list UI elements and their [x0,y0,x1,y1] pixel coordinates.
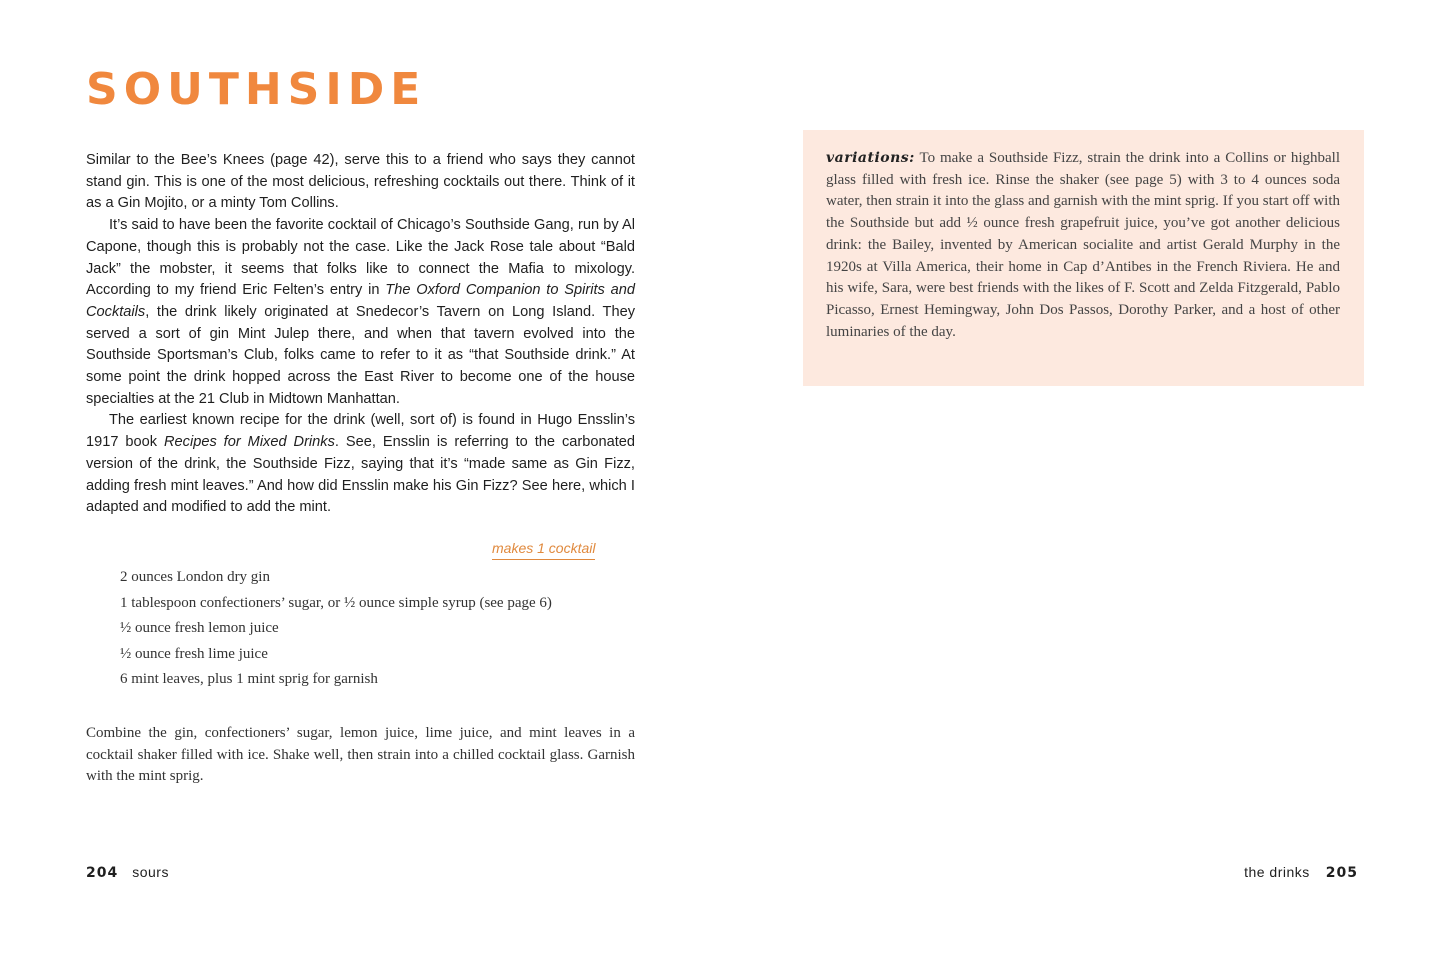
intro-paragraph [86,215,635,410]
yield-label: makes 1 cocktail [492,538,595,560]
intro-paragraph-text: The earliest known recipe for the drink (well, sort of) is found in Hugo Ensslin’s 1917 book [86,412,635,451]
intro-paragraph-text: . See, Ensslin is referring to the carbonated version of the drink, the Southside Fizz, saying that it’s “made same as Gin Fizz, adding fresh mint leaves.” And how did Ensslin make his Gin Fizz? See here, which I adapted and modified to add the mint. [86,434,635,516]
ingredient-item: 1 tablespoon confectioners’ sugar, or ½ ounce simple syrup (see page 6) [120,594,552,611]
intro-text [86,150,635,519]
page-number: 204 [86,865,119,881]
ingredient-item: 6 mint leaves, plus 1 mint sprig for garnish [120,671,378,687]
folio-left [86,862,169,883]
variations-text [826,148,1340,343]
intro-paragraph-text: It’s said to have been the favorite cocktail of Chicago’s Southside Gang, run by Al Capone, though this is probably not the case. Like the Jack Rose tale about “Bald Jack” the mobster, it seems that folks like to connect the Mafia to mixology. According to my friend Eric Felten’s entry in [86,217,635,299]
intro-paragraph [86,410,635,519]
book-title: The Oxford Companion to Spirits and Cocktails [86,282,636,320]
section-name: the drinks [1244,864,1310,880]
ingredient-item: ½ ounce fresh lemon juice [120,620,279,636]
intro-paragraph-text: , the drink likely originated at Snedecor’s Tavern on Long Island. They served a sort of gin Mint Julep there, and when that tavern evolved into the Southside Sportsman’s Club, folks came to refer to it as “that Southside drink.” At some point the drink hopped across the East River to become one of the house specialties at the 21 Club in Midtown Manhattan. [86,303,635,407]
ingredient-item: 2 ounces London dry gin [120,569,270,585]
variations-box [803,130,1364,386]
intro-paragraph [86,150,635,215]
book-title: Recipes for Mixed Drinks [164,434,335,451]
variations-body: To make a Southside Fizz, strain the drink into a Collins or highball glass filled with fresh ice. Rinse the shaker (see page 5) with 3 to 4 ounces soda water, then strain it into the glass and garnish with the mint sprig. If you start off with the Southside but add ½ ounce fresh grapefruit juice, you’ve got another delicious drink: the Bailey, invented by American socialite and artist Gerald Murphy in the 1920s at Villa America, their home in Cap d’Antibes in the French Riviera. He and his wife, Sara, were best friends with the likes of F. Scott and Zelda Fitzgerald, Pablo Picasso, Ernest Hemingway, John Dos Passos, Dorothy Parker, and a host of other luminaries of the day. [826,150,1340,340]
section-name: sours [132,864,169,880]
folio-right [1244,862,1358,883]
intro-paragraph-text: Similar to the Bee’s Knees (page 42), serve this to a friend who says they cannot stand gin. This is one of the most delicious, refreshing cocktails out there. Think of it as a Gin Mojito, or a minty Tom Collins. [86,152,635,212]
ingredient-list [120,565,552,693]
page-number: 205 [1325,865,1358,881]
left-page [86,0,636,954]
method-text: Combine the gin, confectioners’ sugar, lemon juice, lime juice, and mint leaves in a cocktail shaker filled with ice. Shake well, then strain into a chilled cocktail glass. Garnish with the mint sprig. [86,725,635,785]
variations-label: variations: [826,150,915,166]
ingredient-item: ½ ounce fresh lime juice [120,645,268,662]
recipe-title: SOUTHSIDE [86,64,427,115]
